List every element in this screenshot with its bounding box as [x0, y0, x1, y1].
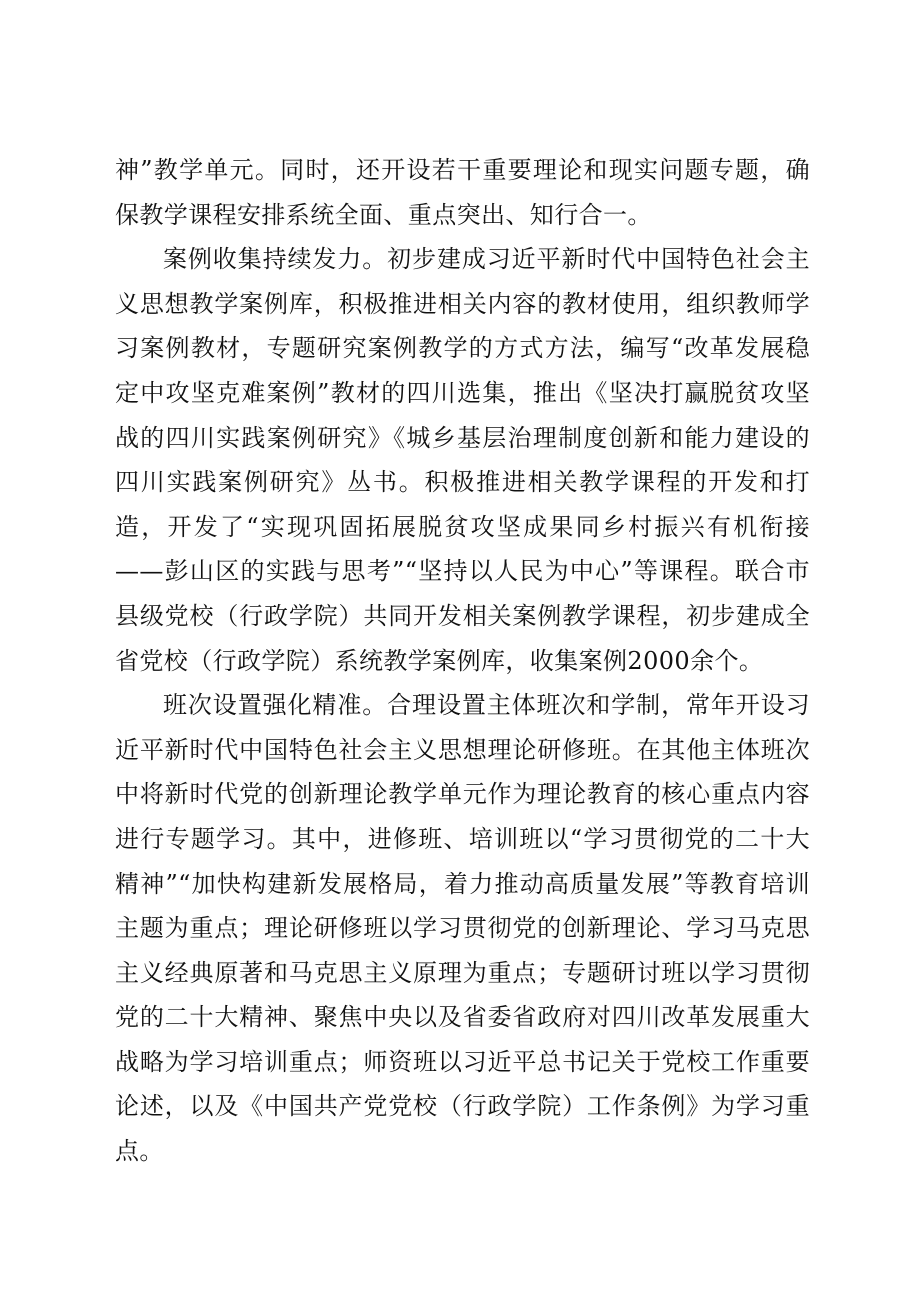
paragraph-continuation: 神”教学单元。同时，还开设若干重要理论和现实问题专题，确保教学课程安排系统全面、重点突出、知行合一。 — [115, 156, 810, 229]
paragraph-class-setting: 班次设置强化精准。合理设置主体班次和学制，常年开设习近平新时代中国特色社会主义思想理论研修班。在其他主体班次中将新时代党的创新理论教学单元作为理论教育的核心重点内容进行专题学习。其中，进修班、培训班以“学习贯彻党的二十大精神”“加快构建新发展格局，着力推动高质量发展”等教育培训主题为重点；理论研修班以学习贯彻党的创新理论、学习马克思主义经典原著和马克思主义原理为重点；专题研讨班以学习贯彻党的二十大精神、聚焦中央以及省委省政府对四川改革发展重大战略为学习培训重点；师资班以习近平总书记关于党校工作重要论述，以及《中国共产党党校（行政学院）工作条例》为学习重点。 — [115, 691, 810, 1166]
body-text — [115, 148, 810, 1174]
paragraph-case-collection: 案例收集持续发力。初步建成习近平新时代中国特色社会主义思想教学案例库，积极推进相关内容的教材使用，组织教师学习案例教材，专题研究案例教学的方式方法，编写“改革发展稳定中攻坚克难案例”教材的四川选集，推出《坚决打赢脱贫攻坚战的四川实践案例研究》《城乡基层治理制度创新和能力建设的四川实践案例研究》丛书。积极推进相关教学课程的开发和打造，开发了“实现巩固拓展脱贫攻坚成果同乡村振兴有机衔接——彭山区的实践与思考”“坚持以人民为中心”等课程。联合市县级党校（行政学院）共同开发相关案例教学课程，初步建成全省党校（行政学院）系统教学案例库，收集案例2000余个。 — [115, 245, 810, 675]
